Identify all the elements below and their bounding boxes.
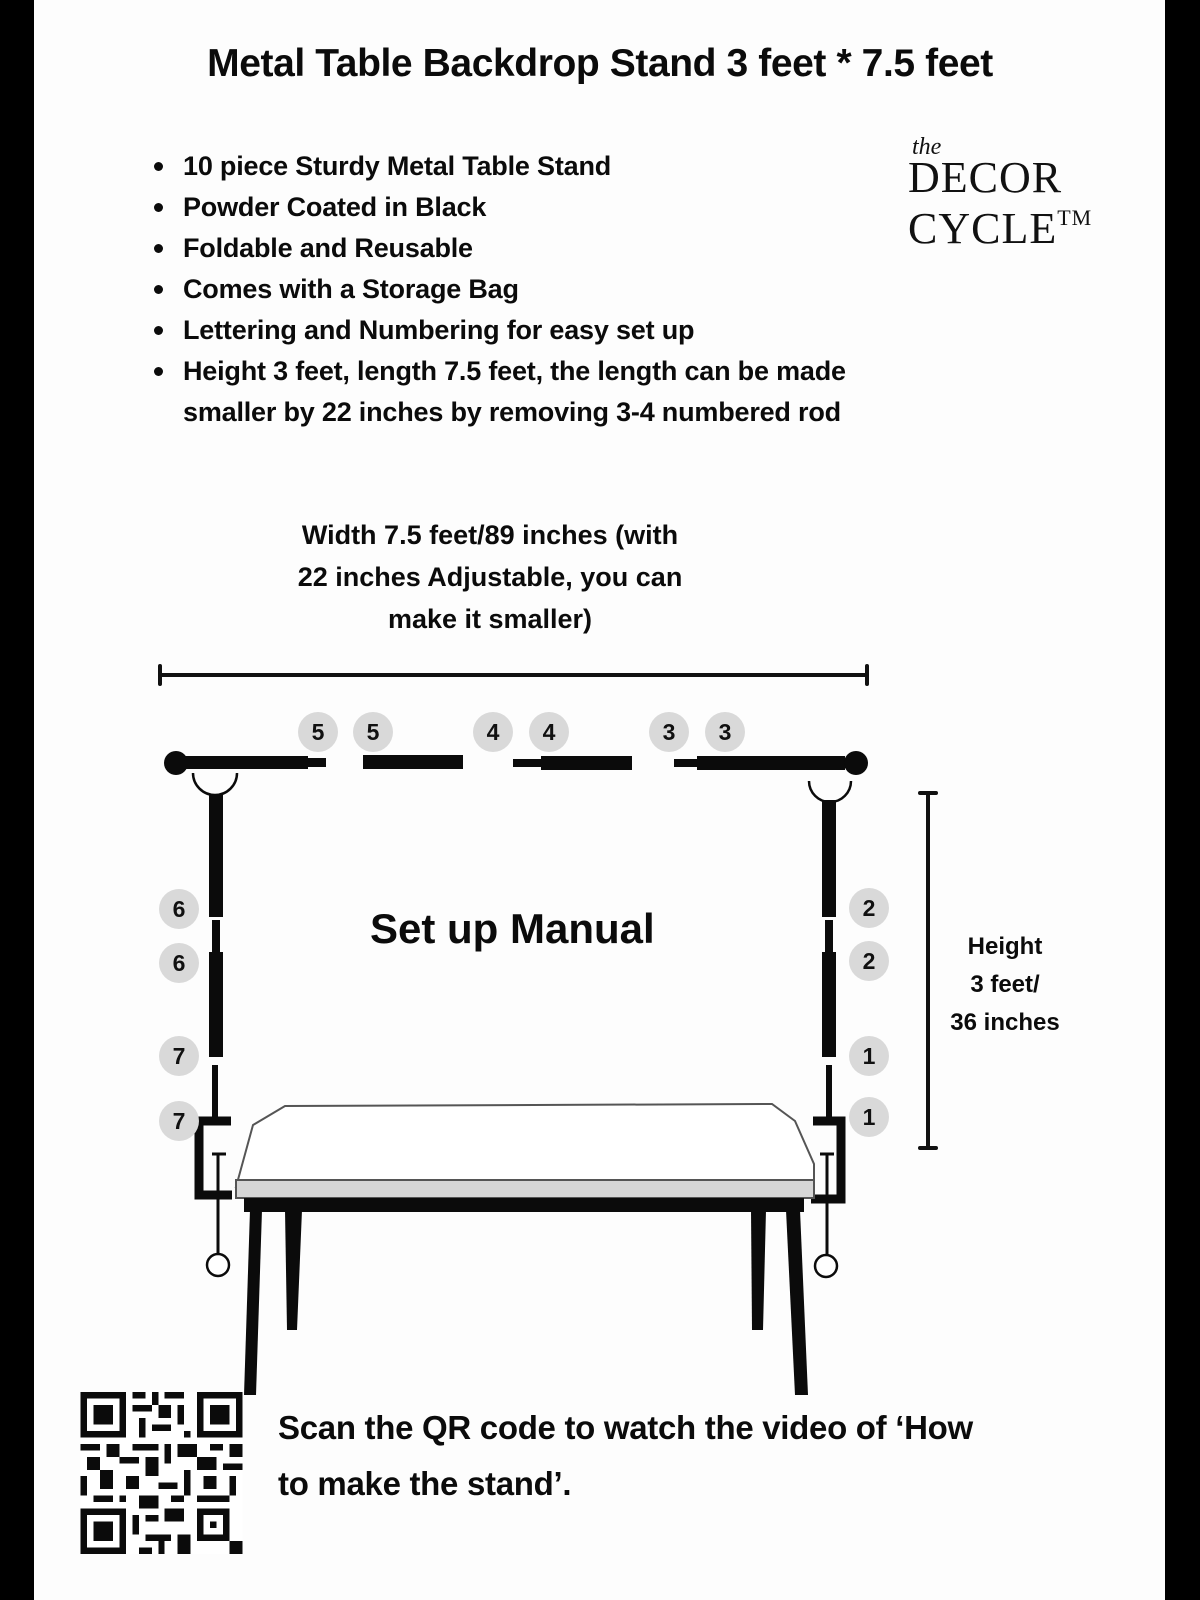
part-number-badge: 3 — [649, 712, 689, 752]
feature-item: Height 3 feet, length 7.5 feet, the length can be made smaller by 22 inches by removing 3-4 numbered rod — [152, 351, 846, 433]
part-number-badge: 1 — [849, 1036, 889, 1076]
width-dimension-line — [160, 666, 867, 684]
part-number-badge: 7 — [159, 1036, 199, 1076]
height-dimension-label: Height 3 feet/ 36 inches — [950, 933, 1060, 1036]
part-number-badge: 3 — [705, 712, 745, 752]
logo-the: the — [912, 134, 942, 160]
part-number-badge: 2 — [849, 941, 889, 981]
top-rod — [164, 751, 868, 775]
feature-item: Powder Coated in Black — [152, 187, 846, 228]
part-number-badge: 6 — [159, 889, 199, 929]
left-pole — [193, 773, 237, 1276]
width-dimension-label: Width 7.5 feet/89 inches (with 22 inches Adjustable, you can make it smaller) — [297, 520, 683, 634]
logo-cycle: CYCLE™ — [908, 204, 1093, 253]
qr-instruction-text: Scan the QR code to watch the video of ‘How to make the stand’. — [278, 1409, 973, 1502]
part-number-badge: 1 — [849, 1097, 889, 1137]
part-number-badge: 4 — [473, 712, 513, 752]
feature-item: Lettering and Numbering for easy set up — [152, 310, 846, 351]
logo-decor: DECOR — [908, 153, 1063, 202]
setup-manual-label: Set up Manual — [370, 905, 655, 952]
trademark: TM — [1057, 205, 1093, 230]
part-number-badge: 6 — [159, 943, 199, 983]
feature-item: Foldable and Reusable — [152, 228, 846, 269]
feature-item: Comes with a Storage Bag — [152, 269, 846, 310]
part-number-badge: 2 — [849, 888, 889, 928]
part-number-badge: 5 — [353, 712, 393, 752]
right-pole — [809, 781, 851, 1277]
feature-item: 10 piece Sturdy Metal Table Stand — [152, 146, 846, 187]
table-illustration — [236, 1104, 814, 1395]
qr-code-icon[interactable] — [80, 1392, 243, 1554]
page-title: Metal Table Backdrop Stand 3 feet * 7.5 feet — [207, 42, 993, 85]
part-number-badge: 4 — [529, 712, 569, 752]
part-number-badge: 5 — [298, 712, 338, 752]
part-number-badge: 7 — [159, 1101, 199, 1141]
